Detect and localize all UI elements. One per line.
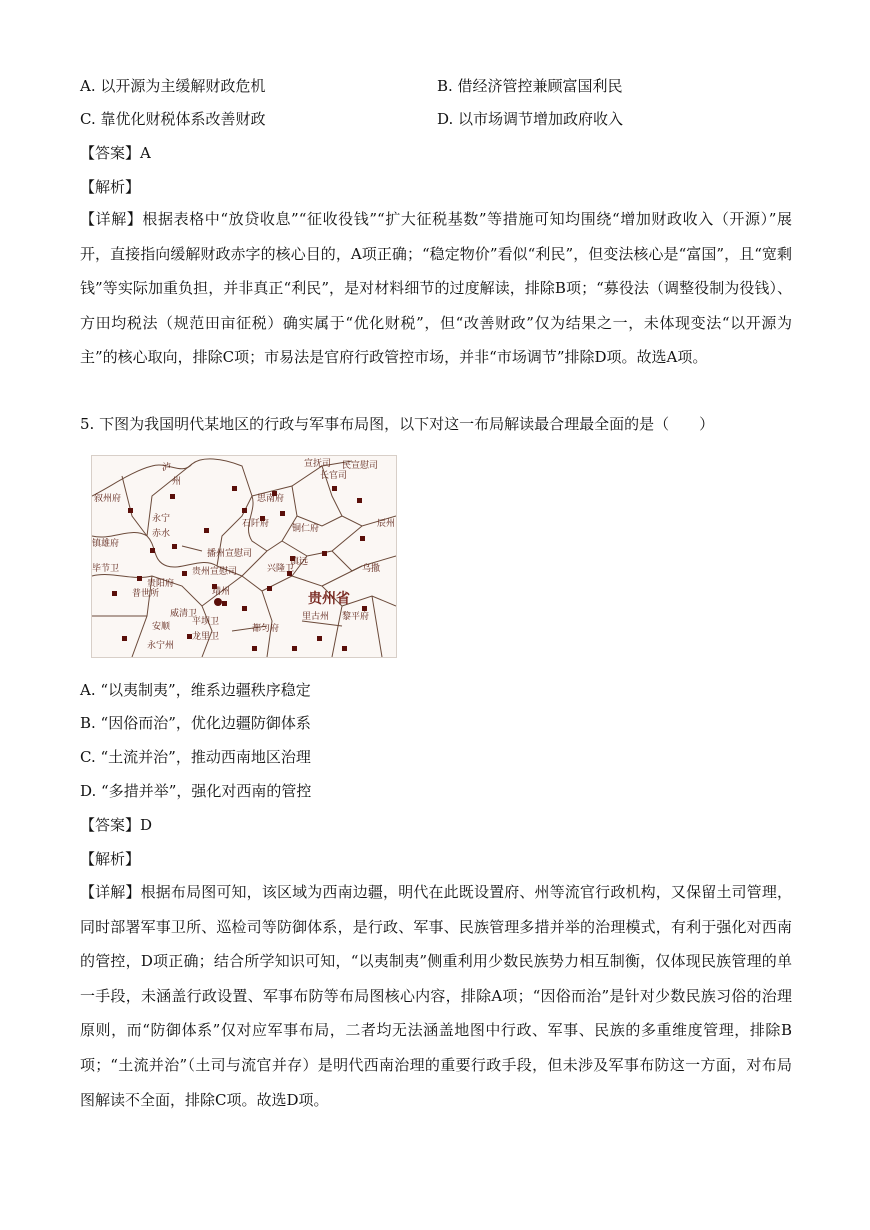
q4-option-b: B. 借经济管控兼顾富国利民 xyxy=(437,77,623,95)
map-label: 黎平府 xyxy=(342,612,370,622)
ming-southwest-map xyxy=(91,455,397,658)
q5-analysis-label: 【解析】 xyxy=(80,850,141,868)
q5-answer: 【答案】D xyxy=(80,816,153,834)
map-marker xyxy=(317,636,322,641)
map-marker xyxy=(252,646,257,651)
q5-option-d: D. “多措并举”，强化对西南的管控 xyxy=(80,782,312,800)
q5-option-a: A. “以夷制夷”，维系边疆秩序稳定 xyxy=(80,681,311,699)
map-marker xyxy=(122,636,127,641)
map-label: 思南府 xyxy=(257,494,285,504)
map-label: 辰州 xyxy=(377,519,396,529)
q4-analysis-label: 【解析】 xyxy=(80,178,141,196)
map-label: 赤水 xyxy=(152,529,171,539)
map-label: 普世所 xyxy=(132,589,160,599)
map-label: 叙州府 xyxy=(94,494,122,504)
map-label: 里古州 xyxy=(302,612,330,622)
map-marker xyxy=(332,486,337,491)
map-marker xyxy=(150,548,155,553)
map-marker xyxy=(222,601,227,606)
q4-option-a: A. 以开源为主缓解财政危机 xyxy=(80,77,266,95)
map-label: 贵州宣慰司 xyxy=(192,567,238,577)
map-label: 兴隆卫 xyxy=(267,564,295,574)
map-label: 宣抚司 xyxy=(304,459,332,469)
map-label: 龙里卫 xyxy=(192,632,220,642)
map-marker xyxy=(204,528,209,533)
map-marker xyxy=(182,571,187,576)
map-marker xyxy=(322,551,327,556)
q4-option-c: C. 靠优化财税体系改善财政 xyxy=(80,110,266,128)
map-label: 播州宣慰司 xyxy=(207,549,253,559)
map-label: 毕节卫 xyxy=(92,564,120,574)
q5-option-c: C. “土流并治”，推动西南地区治理 xyxy=(80,748,311,766)
q5-detail: 【详解】根据布局图可知，该区域为西南边疆，明代在此既设置府、州等流官行政机构，又保留土司管理，同时部署军事卫所、巡检司等防御体系，是行政、军事、民族管理多措并举的治理模式，有利于强化对西南的管控，D项正确；结合所学知识可知，“以夷制夷”侧重利用少数民族势力相互制衡，仅体现民族管理的单一手段，未涵盖行政设置、军事布防等布局图核心内容，排除A项；“因俗而治”是针对少数民族习俗的治理原则，而“防御体系”仅对应军事布局，二者均无法涵盖地图中行政、军事、民族的多重维度管理，排除B项；“土流并治”（土司与流官并存）是明代西南治理的重要行政手段，但未涉及军事布防这一方面，对布局图解读不全面，排除C项。故选D项。 xyxy=(80,883,792,1109)
map-marker xyxy=(360,536,365,541)
q4-detail: 【详解】根据表格中“放贷收息”“征收役钱”“扩大征税基数”等措施可知均围绕“增加财政收入（开源）”展开，直接指向缓解财政赤字的核心目的，A项正确；“稳定物价”看似“利民”，但变法核心是“富国”，且“宽剩钱”等实际加重负担，并非真正“利民”，是对材料细节的过度解读，排除B项；“募役法（调整役制为役钱）、方田均税法（规范田亩征税）确实属于“优化财税”，但“改善财政”仅为结果之一，未体现变法“以开源为主”的核心取向，排除C项；市易法是官府行政管控市场，并非“市场调节”排除D项。故选A项。 xyxy=(80,210,792,367)
q5-stem: 5. 下图为我国明代某地区的行政与军事布局图，以下对这一布局解读最合理最全面的是（ ） xyxy=(80,415,715,433)
map-marker xyxy=(342,646,347,651)
map-marker xyxy=(232,486,237,491)
map-label: 威清卫 xyxy=(170,609,198,619)
map-figure xyxy=(92,456,396,657)
map-label: 平坝卫 xyxy=(192,617,220,627)
map-labels xyxy=(92,457,395,651)
q4-answer: 【答案】A xyxy=(80,144,151,162)
map-label: 州 xyxy=(172,477,182,487)
map-marker xyxy=(128,508,133,513)
map-marker xyxy=(242,606,247,611)
map-label: 民宣慰司 xyxy=(342,461,379,471)
map-label: 镇远 xyxy=(290,557,309,567)
map-marker xyxy=(137,576,142,581)
map-label-guizhou: 贵州省 xyxy=(308,591,350,607)
map-marker xyxy=(292,646,297,651)
map-label: 安顺 xyxy=(152,622,171,632)
map-label: 靖州 xyxy=(212,587,231,597)
map-label: 长官司 xyxy=(320,471,348,481)
map-marker xyxy=(362,606,367,611)
map-label: 贵阳府 xyxy=(147,579,175,589)
map-label: 镇雄府 xyxy=(92,539,120,549)
capital-marker xyxy=(214,598,222,606)
map-label: 都匀府 xyxy=(252,624,280,634)
map-label: 永宁 xyxy=(152,514,171,524)
map-marker xyxy=(172,544,177,549)
map-marker xyxy=(267,586,272,591)
map-label: 永宁州 xyxy=(147,641,175,651)
map-label: 泸 xyxy=(162,463,172,473)
q4-option-d: D. 以市场调节增加政府收入 xyxy=(437,110,624,128)
q5-option-b: B. “因俗而治”，优化边疆防御体系 xyxy=(80,714,311,732)
map-marker xyxy=(280,511,285,516)
map-marker xyxy=(242,508,247,513)
map-marker xyxy=(170,494,175,499)
map-marker xyxy=(112,591,117,596)
map-label: 石阡府 xyxy=(242,519,270,529)
map-label: 乌撒 xyxy=(362,564,381,574)
map-label: 铜仁府 xyxy=(292,524,320,534)
map-marker xyxy=(357,498,362,503)
